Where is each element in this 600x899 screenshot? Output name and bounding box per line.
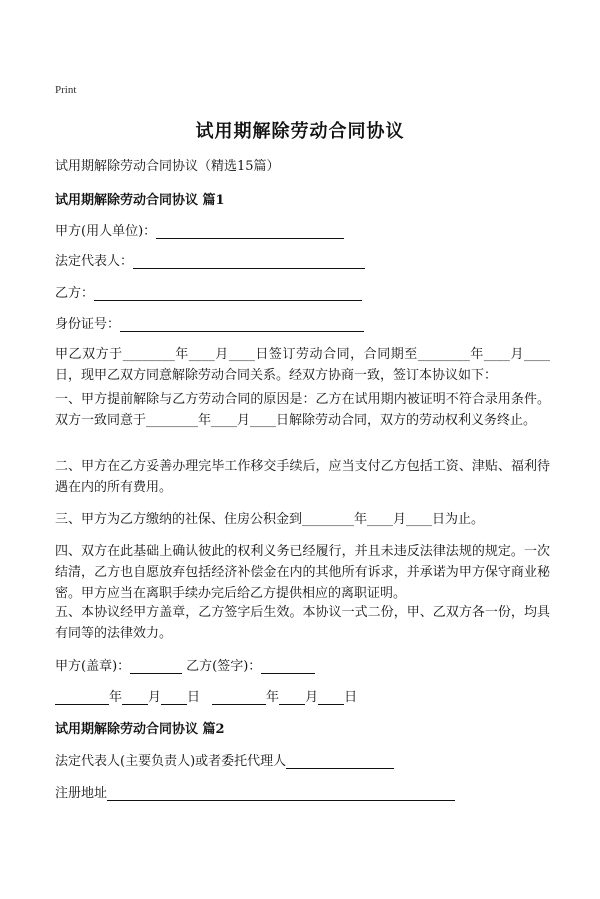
paragraph-clause-4: 四、双方在此基础上确认彼此的权利义务已经履行，并且未违反法律法规的规定。一次结清，乙方也自愿放弃包括经济补偿金在内的其他所有诉求，并承诺为甲方保守商业秘密。甲方应当在离职手续办完后给乙方提供相应的离职证明。 [55, 544, 550, 601]
legal-rep2-blank [286, 754, 394, 769]
date-a-day-label: 日 [187, 690, 201, 705]
sign-b-label: 乙方(签字)： [186, 659, 262, 674]
sign-b-blank [261, 659, 315, 674]
party-a-field [55, 220, 344, 239]
section-heading-1: 试用期解除劳动合同协议 篇1 [55, 193, 225, 208]
legal-rep-field [55, 250, 365, 269]
paragraph-clause-2: 二、甲方在乙方妥善办理完毕工作移交手续后，应当支付乙方包括工资、津贴、福利待遇在内的所有费用。 [55, 459, 550, 495]
legal-rep-blank [133, 254, 365, 269]
page-title: 试用期解除劳动合同协议 [195, 121, 405, 142]
date-b-day-label: 日 [344, 690, 358, 705]
legal-rep2-label: 法定代表人(主要负责人)或者委托代理人 [55, 754, 287, 769]
date-a-month-blank [122, 690, 148, 705]
paragraph-clause-5: 五、本协议经甲方盖章，乙方签字后生效。本协议一式二份，甲、乙双方各一份，均具有同等的法律效力。 [55, 605, 550, 641]
date-a-year-blank [55, 690, 109, 705]
document-subtitle: 试用期解除劳动合同协议（精选15篇） [55, 159, 280, 174]
id-field [55, 313, 364, 332]
date-b-month-label: 月 [305, 690, 319, 705]
party-b-field [55, 282, 362, 301]
print-label: Print [55, 84, 77, 96]
date-b-year-blank [212, 690, 266, 705]
address-field [55, 782, 455, 801]
party-b-blank [94, 286, 362, 301]
sign-a-label: 甲方(盖章)： [55, 659, 131, 674]
paragraph-clause-3: 三、甲方为乙方缴纳的社保、住房公积金到________年____月____日为止。 [55, 512, 485, 527]
legal-rep-label: 法定代表人： [55, 254, 134, 269]
paragraph-intro: 甲乙双方于________年____月____日签订劳动合同，合同期至________年____月____日，现甲乙双方同意解除劳动合同关系。经双方协商一致，签订本协议如下： [55, 347, 550, 383]
sign-a-blank [130, 659, 182, 674]
paragraph-clause-1: 一、甲方提前解除与乙方劳动合同的原因是：乙方在试用期内被证明不符合录用条件。双方一致同意于________年____月____日解除劳动合同，双方的劳动权利义务终止。 [55, 392, 550, 428]
date-b-day-blank [318, 690, 344, 705]
party-a-label: 甲方(用人单位)： [55, 224, 157, 239]
legal-rep2-field [55, 750, 394, 769]
party-a-blank [156, 224, 344, 239]
date-row [55, 686, 357, 705]
date-a-day-blank [161, 690, 187, 705]
address-label: 注册地址 [55, 786, 108, 801]
id-label: 身份证号： [55, 317, 121, 332]
signature-row [55, 655, 315, 674]
id-blank [120, 317, 364, 332]
date-b-month-blank [279, 690, 305, 705]
section-heading-2: 试用期解除劳动合同协议 篇2 [55, 722, 225, 737]
date-a-year-label: 年 [109, 690, 123, 705]
party-b-label: 乙方： [55, 286, 95, 301]
date-b-year-label: 年 [266, 690, 280, 705]
address-blank [107, 786, 455, 801]
date-a-month-label: 月 [148, 690, 162, 705]
